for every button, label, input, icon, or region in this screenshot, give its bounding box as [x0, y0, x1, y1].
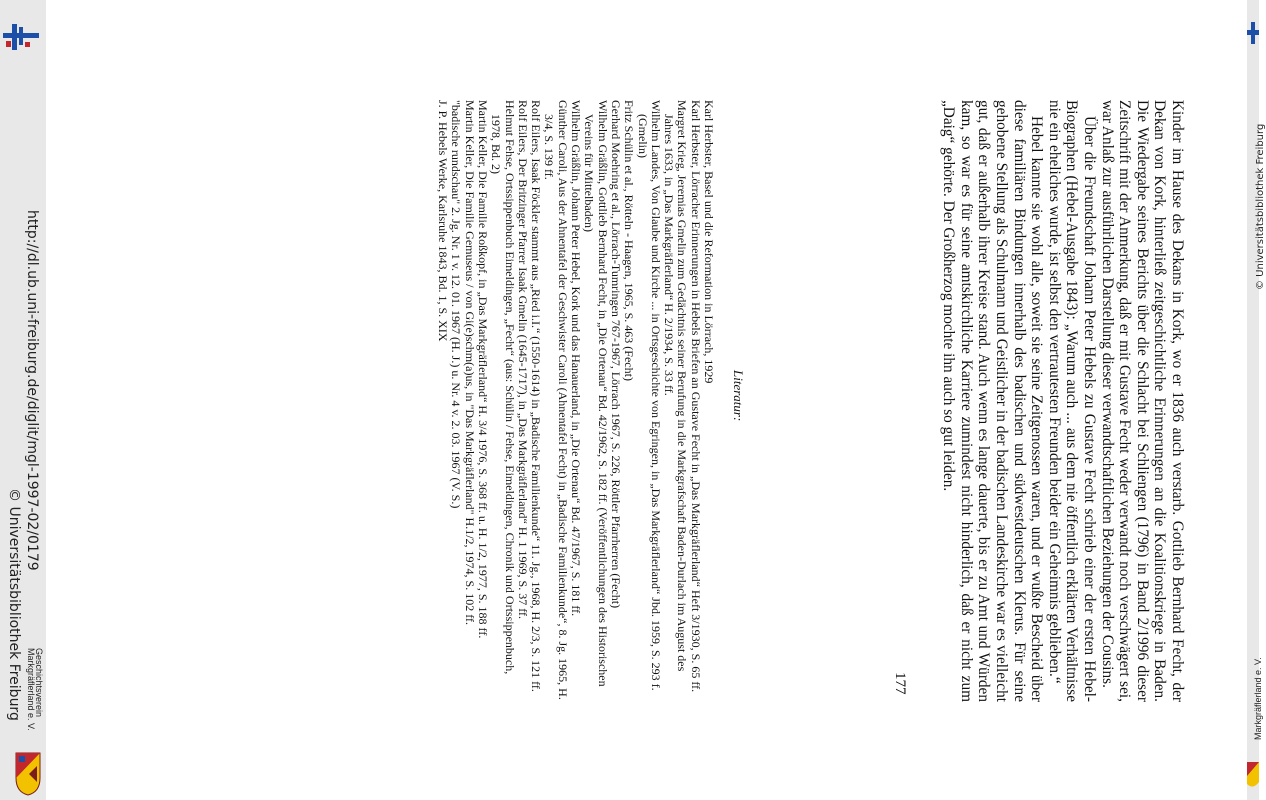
- society-coat-of-arms-icon: [15, 752, 41, 796]
- society-subtitle: Markgräflerland e. V.: [26, 648, 36, 731]
- book-page: [46, 0, 1247, 800]
- reference-item: Gerhard Moehring et al., Lörrach-Tumringen 767-1967, Lörrach 1967, S. 226, Röttler Pfarrherren (Fecht): [608, 100, 623, 609]
- society-coat-of-arms-icon: [1247, 760, 1259, 790]
- reference-item: Helmut Fehse, Ortssippenbuch Eimeldingen, „Fecht“ (aus: Schülin / Fehse, Eimeldingen, Chronik und Ortssippenbuch, 1978, Bd. 2): [489, 100, 517, 675]
- literature-heading: Literatur:: [731, 370, 746, 422]
- society-name: Geschichtsverein: [34, 648, 44, 718]
- right-sidebar: [1247, 0, 1266, 800]
- paragraph: Kinder im Hause des Dekans in Kork, wo er 1836 auch verstarb. Gottlieb Bernhard Fecht, der Dekan von Kork, hinterließ zeitgeschichtliche Erinnerungen an die Koalitionskriege in Baden. Die Wiedergabe seines Berichts über die Schlacht bei Schliengen (1796) in Band 2/1996 dieser Zeitschrift mit der Anmerkung, daß er mit Gustave Fecht weder verwandt noch verschwägert sei, war Anlaß zur ausführlichen Darstellung dieser verwandtschaftlichen Beziehungen der Cousins.: [1098, 100, 1186, 702]
- reference-item: Rolf Eilers, Der Britzinger Pfarrer Isaak Gmelin (1645-1717), in „Das Markgräflerland“ H. 1 1969, S. 37 ff.: [515, 100, 530, 619]
- reference-item: Fritz Schülin et al., Rötteln - Haagen, 1965, S. 463 (Fecht): [622, 100, 637, 381]
- reference-item: Wilhelm Landes, Von Glaube und Kirche ... in Ortsgeschichte von Egringen, in „Das Markgräflerland“ Jbd. 1959, S. 293 f. (Gmelin): [635, 100, 663, 691]
- reference-item: J. P. Hebels Werke, Karlsruhe 1843, Bd. 1, S. XIX: [436, 100, 451, 342]
- document-url[interactable]: http://dl.ub.uni-freiburg.de/diglit/mgl-1997-02/0179: [24, 210, 40, 571]
- reference-item: "badische rundschau" 2. Jg. Nr. 1 v. 12. 01. 1967 (H. J.) u. Nr. 4 v. 2. 03. 1967 (V. S.): [449, 100, 464, 509]
- left-sidebar: [0, 0, 46, 800]
- copyright-notice: © Universitätsbibliothek Freiburg: [6, 488, 22, 721]
- university-logo-icon: [3, 14, 43, 54]
- paragraph: Hebel kannte sie wohl alle, soweit sie seine Zeitgenossen waren, und er wußte Bescheid über diese familiären Bindungen innerhalb des badischen und südwestdeutschen Klerus. Für seine gehobene Stellung als Schulmann und Geistlicher in der badischen Landeskirche war es vielleicht gut, daß er außerhalb ihrer Kreise stand. Auch wenn es lange dauerte, bis er zu Amt und Würden kam, so war es für seine amtskirchliche Karriere zumindest nicht hinderlich, daß er nicht zum „Daig“ gehörte. Der Großherzog mochte ihn auch so gut leiden.: [940, 100, 1046, 702]
- reference-item: Karl Herbster, Basel und die Reformation in Lörrach, 1929: [702, 100, 716, 384]
- reference-item: Margret Krieg, Jeremias Gmelin zum Gedächtnis seiner Berufung in die Markgrafschaft Baden-Durlach im August des Jahres 1633, in „Das Markgräflerland“ H. 2/1934, S. 33 ff.: [662, 100, 690, 672]
- university-logo-icon: [1247, 18, 1259, 48]
- references-list: [285, 100, 715, 702]
- copyright-notice: © Universitätsbibliothek Freiburg: [1255, 123, 1266, 290]
- main-text-block: [826, 100, 1186, 702]
- reference-item: Martin Keller, Die Familie Gemuseus / von Gi(e)schm(a)us, in "Das Markgräflerland" H.1/2, 1974, S. 102 ff.: [462, 100, 477, 625]
- reference-item: Karl Herbster, Lörracher Erinnerungen in Hebels Briefen an Gustave Fecht in „Das Markgräflerland“ Heft 3/1930, S. 65 ff.: [688, 100, 703, 693]
- reference-item: Günther Caroli, Aus der Ahnentafel der Geschwister Caroli (Ahnentafel Fecht) in „Badische Familienkunde“, 8. Jg. 1965, H. 3/4, S. 139 ff.: [542, 100, 570, 700]
- society-subtitle: Markgräflerland e. V.: [1253, 657, 1263, 740]
- reference-item: Wilhelm Gräßlin, Gottlieb Bernhard Fecht, in „Die Ortenau“ Bd. 42/1962, S. 182 ff. (Veröffentlichungen des Historischen Vereins für Mittelbaden): [582, 100, 610, 687]
- reference-item: Martin Keller, Die Familie Roßkopf, in „Das Markgräflerland“ H. 3/4 1976, S. 368 ff. u. H. 1/2, 1977, S. 188 ff.: [475, 100, 490, 639]
- page-number: 177: [892, 672, 908, 695]
- reference-item: Wilhelm Gräßlin, Johann Peter Hebel, Kork und das Hanauerland, in „Die Ortenau“ Bd. 47/1967, S. 181 ff.: [569, 100, 584, 617]
- paragraph: Über die Freundschaft Johann Peter Hebels zu Gustave Fecht schrieb einer der ersten Hebel-Biographen (Hebel-Ausgabe 1843): „Warum auch ... aus dem nie öffentlich erklärten Verhältnisse nie ein eheliches wurde, ist selbst den vertrautesten Freunden beider ein Geheimnis geblieben.“: [1045, 100, 1099, 702]
- reference-item: Rolf Eilers, Isaak Föckler stammt aus „Ried i.I.“ (1550-1614) in „Badische Familienkunde“ 11. Jg., 1968, H. 2/3, S. 121 ff.: [529, 100, 544, 692]
